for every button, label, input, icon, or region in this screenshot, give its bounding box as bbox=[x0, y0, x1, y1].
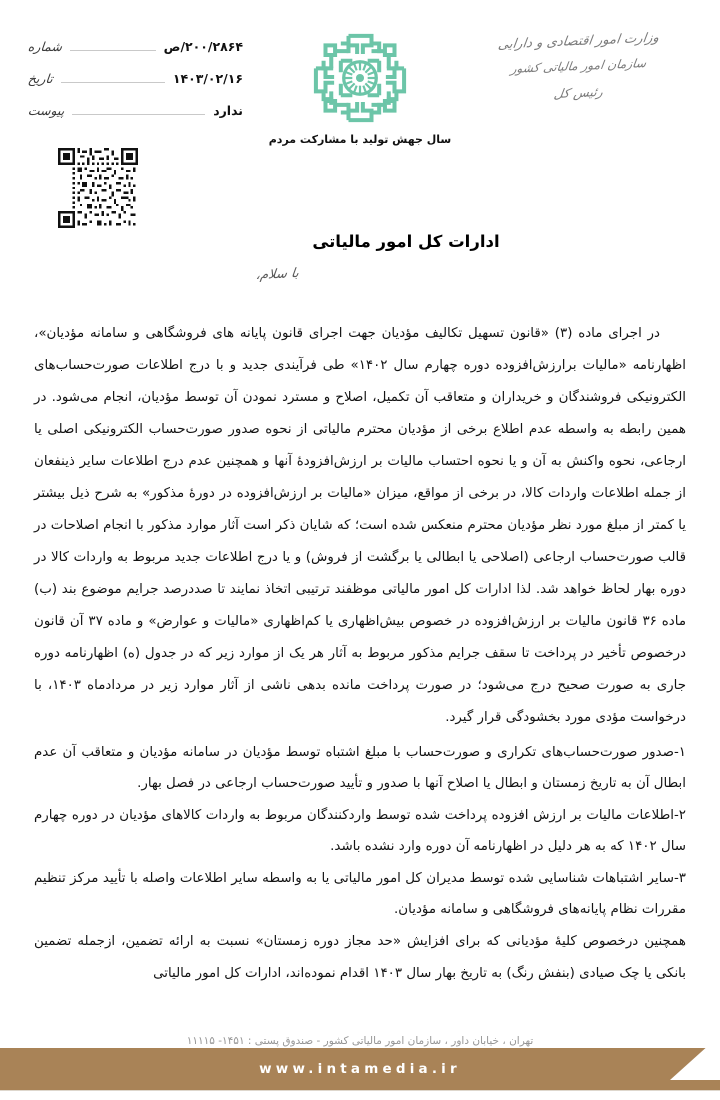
letter-attachment-label: پیوست bbox=[27, 102, 66, 118]
ministry-letterhead bbox=[471, 30, 686, 102]
organization-name: سازمان امور مالیاتی کشور bbox=[509, 56, 648, 76]
closing-paragraph: همچنین درخصوص کلیۀ مؤدیانی که برای افزایش «حد مجاز دوره زمستان» نسبت به ارائه تضمین، ازجمله تضمین بانکی یا چک صیادی (بنفش رنگ) به تاریخ بهار سال ۱۴۰۳ اقدام نموده‌اند، ادارات کل امور مالیاتی bbox=[34, 934, 686, 981]
letter-number-value: ۲۰۰/۲۸۶۴/ص bbox=[163, 38, 243, 54]
sun-wheel-center bbox=[344, 62, 377, 95]
letter-attachment-row bbox=[28, 94, 243, 126]
letter-meta-block bbox=[28, 30, 243, 126]
footer-baseline bbox=[0, 1090, 720, 1100]
body-paragraph: در اجرای ماده (۳) «قانون تسهیل تکالیف مؤدیان جهت اجرای قانون پایانه های فروشگاهی و سامانه مؤدیان»، اظهارنامه «مالیات برارزش‌افزوده دوره چهارم سال ۱۴۰۲» طی فرآیندی جدید و با درج اطلاعات صورت‌حساب‌های الکترونیکی فروشندگان و خریداران و متعاقب آن تکمیل، اصلاح و مسترد نمودن آن توسط مؤدیان، انجام می‌شود. در همین رابطه به واسطه عدم اطلاع برخی از مؤدیان محترم مالیاتی از نحوه صدور صورت‌حساب الکترونیکی اصلی یا ارجاعی، نحوه واکنش به آن و یا نحوه احتساب مالیات بر ارزش‌افزودۀ آنها و همچنین عدم درج اطلاعات سایر ذینفعان از جمله اطلاعات واردات کالا، در برخی از مواقع، میزان «مالیات بر ارزش‌افزوده در دورۀ مذکور» به شرح ذیل بیشتر یا کمتر از مبلغ مورد نظر مؤدیان محترم منعکس شده است؛ که شایان ذکر است آثار موارد مذکور با انجام اصلاحات در قالب صورت‌حساب ارجاعی (اصلاحی یا ابطالی یا برگشت از فروش) و یا درج اطلاعات جدید مربوط به واردات کالا در دوره بهار لحاظ خواهد شد. لذا ادارات کل امور مالیاتی موظفند ترتیبی اتخاذ نمایند تا صددرصد جرایم موضوع بند (ب) ماده ۳۶ قانون مالیات بر ارزش‌افزوده در خصوص بیش‌اظهاری یا کم‌اظهاری «مالیات و عوارض» و ماده ۳۷ آن قانون درخصوص تأخیر در پرداخت تا سقف جرایم مذکور مربوط به آثار هر یک از موارد زیر که در جدول (ه) اظهارنامه دوره جاری به صورت صحیح درج می‌شود؛ در صورت پرداخت مانده بدهی ناشی از آثار موارد زیر در مردادماه ۱۴۰۳، با درخواست مؤدی مورد بخشودگی قرار گیرد. bbox=[34, 326, 687, 725]
list-item: ۲-اطلاعات مالیات بر ارزش افزوده پرداخت شده توسط واردکنندگان مربوط به واردات کالاهای مؤدیان در دوره چهارم سال ۱۴۰۲ که به هر دلیل در اظهارنامه آن دوره وارد نشده باشد. bbox=[34, 808, 686, 854]
letter-number-label: شماره bbox=[27, 38, 63, 54]
list-item: ۳-سایر اشتباهات شناسایی شده توسط مدیران کل امور مالیاتی یا به واسطه سایر اطلاعات واصله با تأیید مرکز تنظیم مقررات نظام پایانه‌های فروشگاهی و سامانه مؤدیان. bbox=[34, 871, 686, 917]
addressee-title: ادارات کل امور مالیاتی bbox=[312, 232, 500, 251]
greeting-text: با سلام، bbox=[255, 265, 300, 284]
iran-tax-administration-emblem-icon bbox=[312, 32, 408, 124]
footer-address: تهران ، خیابان داور ، سازمان امور مالیاتی کشور - صندوق پستی : ۱۴۵۱- ۱۱۱۱۵ bbox=[186, 1035, 534, 1047]
footer-website[interactable]: www.intamedia.ir bbox=[259, 1061, 461, 1077]
qr-code[interactable] bbox=[56, 146, 140, 230]
addressee-block bbox=[256, 232, 676, 282]
letter-date-row bbox=[28, 62, 243, 94]
signatory-title: رئیس کل bbox=[553, 83, 604, 102]
meta-divider-line bbox=[70, 50, 156, 51]
ministry-name: وزارت امور اقتصادی و دارایی bbox=[497, 30, 660, 53]
footer-band bbox=[0, 1048, 720, 1090]
meta-divider-line bbox=[72, 114, 205, 115]
meta-divider-line bbox=[61, 82, 165, 83]
list-item: ۱-صدور صورت‌حساب‌های تکراری و صورت‌حساب با مبلغ اشتباه توسط مؤدیان در سامانه مؤدیان و متعاقب آن عدم ابطال آن به تاریخ زمستان و ابطال یا اصلاح آنها با صدور و تأیید صورت‌حساب ارجاعی در فصل بهار. bbox=[34, 745, 686, 791]
document-header bbox=[0, 0, 720, 235]
letter-attachment-value: ندارد bbox=[213, 102, 243, 118]
qr-code-icon bbox=[58, 148, 138, 228]
document-body bbox=[34, 318, 686, 993]
organization-logo-block bbox=[250, 32, 470, 146]
letter-number-row bbox=[28, 30, 243, 62]
letter-date-label: تاریخ bbox=[27, 70, 54, 86]
letter-date-value: ۱۴۰۳/۰۲/۱۶ bbox=[172, 70, 243, 86]
year-slogan: سال جهش تولید با مشارکت مردم bbox=[268, 133, 452, 146]
